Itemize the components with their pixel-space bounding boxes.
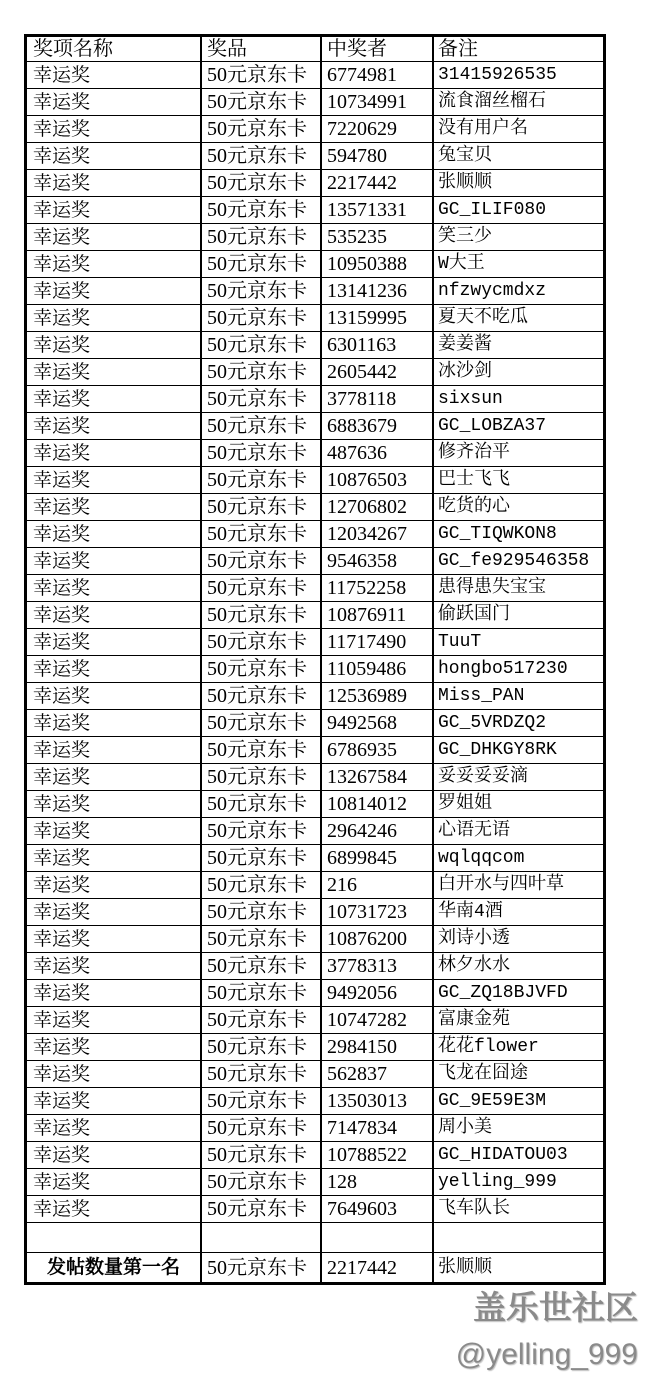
cell-winner: 6786935	[322, 737, 434, 763]
cell-award: 幸运奖	[27, 1088, 202, 1114]
cell-award: 幸运奖	[27, 251, 202, 277]
cell-award: 幸运奖	[27, 1007, 202, 1033]
cell-award: 幸运奖	[27, 440, 202, 466]
prize-winners-table	[24, 34, 606, 1285]
header-note: 备注	[438, 38, 478, 60]
cell-award: 幸运奖	[27, 1196, 202, 1222]
cell-winner: 10731723	[322, 899, 434, 925]
cell-winner: 2217442	[322, 170, 434, 196]
table-row	[27, 710, 603, 737]
table-row	[27, 278, 603, 305]
cell-prize: 50元京东卡	[202, 980, 322, 1006]
cell-note: GC_DHKGY8RK	[438, 740, 557, 760]
cell-note: Miss_PAN	[438, 686, 525, 706]
cell-note: GC_LOBZA37	[438, 416, 547, 436]
cell-prize: 50元京东卡	[202, 494, 322, 520]
cell-note: 姜姜酱	[438, 335, 492, 355]
cell-award: 幸运奖	[27, 1115, 202, 1141]
table-row	[27, 899, 603, 926]
cell-prize: 50元京东卡	[202, 1169, 322, 1195]
cell-note: 吃货的心	[438, 497, 510, 517]
cell-note: 罗姐姐	[438, 794, 492, 814]
cell-prize: 50元京东卡	[202, 359, 322, 385]
blank-cell	[27, 1223, 202, 1252]
cell-prize: 50元京东卡	[202, 926, 322, 952]
table-row	[27, 818, 603, 845]
cell-winner: 10876503	[322, 467, 434, 493]
cell-award: 幸运奖	[27, 62, 202, 88]
cell-note: 兔宝贝	[438, 146, 492, 166]
cell-note: yelling_999	[438, 1172, 557, 1192]
table-row	[27, 1034, 603, 1061]
cell-prize: 50元京东卡	[202, 170, 322, 196]
table-row	[27, 62, 603, 89]
cell-winner: 10747282	[322, 1007, 434, 1033]
table-row	[27, 305, 603, 332]
cell-winner: 6899845	[322, 845, 434, 871]
cell-note: 林夕水水	[438, 956, 510, 976]
cell-note: 心语无语	[438, 821, 510, 841]
cell-winner: 216	[322, 872, 434, 898]
cell-note: 没有用户名	[438, 119, 528, 139]
cell-winner: 13141236	[322, 278, 434, 304]
cell-award: 幸运奖	[27, 602, 202, 628]
watermark-brand: 盖乐世社区	[473, 1288, 638, 1327]
table-header-row	[27, 37, 603, 62]
cell-prize: 50元京东卡	[202, 656, 322, 682]
cell-winner: 7147834	[322, 1115, 434, 1141]
cell-prize: 50元京东卡	[202, 62, 322, 88]
table-row	[27, 575, 603, 602]
cell-winner: 13159995	[322, 305, 434, 331]
cell-prize: 50元京东卡	[202, 683, 322, 709]
cell-prize: 50元京东卡	[202, 1088, 322, 1114]
table-row	[27, 359, 603, 386]
cell-winner: 6301163	[322, 332, 434, 358]
cell-award: 幸运奖	[27, 737, 202, 763]
cell-winner: 11059486	[322, 656, 434, 682]
cell-winner: 10814012	[322, 791, 434, 817]
cell-winner: 9492568	[322, 710, 434, 736]
cell-note: 妥妥妥妥滴	[438, 767, 528, 787]
cell-winner: 562837	[322, 1061, 434, 1087]
table-row	[27, 413, 603, 440]
cell-award: 幸运奖	[27, 89, 202, 115]
table-row	[27, 251, 603, 278]
cell-winner: 3778118	[322, 386, 434, 412]
cell-award: 幸运奖	[27, 170, 202, 196]
cell-winner: 11717490	[322, 629, 434, 655]
table-row	[27, 116, 603, 143]
cell-winner: 12536989	[322, 683, 434, 709]
cell-prize: 50元京东卡	[202, 1007, 322, 1033]
table-row	[27, 953, 603, 980]
cell-note: nfzwycmdxz	[438, 281, 547, 301]
cell-prize: 50元京东卡	[202, 1253, 322, 1282]
table-row	[27, 197, 603, 224]
cell-award: 幸运奖	[27, 305, 202, 331]
top-poster-row	[27, 1253, 603, 1282]
cell-winner: 128	[322, 1169, 434, 1195]
table-row	[27, 764, 603, 791]
table-row	[27, 602, 603, 629]
table-body	[27, 62, 603, 1223]
cell-award: 幸运奖	[27, 386, 202, 412]
cell-prize: 50元京东卡	[202, 197, 322, 223]
cell-winner: 2984150	[322, 1034, 434, 1060]
cell-note: 周小美	[438, 1118, 492, 1138]
cell-award: 幸运奖	[27, 791, 202, 817]
table-row	[27, 845, 603, 872]
cell-award: 幸运奖	[27, 845, 202, 871]
cell-note: 笑三少	[438, 227, 492, 247]
cell-award: 幸运奖	[27, 116, 202, 142]
cell-winner: 6883679	[322, 413, 434, 439]
cell-prize: 50元京东卡	[202, 1142, 322, 1168]
table-row	[27, 872, 603, 899]
blank-cell	[434, 1223, 603, 1252]
cell-prize: 50元京东卡	[202, 1196, 322, 1222]
cell-winner: 2217442	[322, 1253, 434, 1282]
cell-award: 幸运奖	[27, 656, 202, 682]
cell-note: 偷跃国门	[438, 605, 510, 625]
table-row	[27, 1061, 603, 1088]
cell-award: 幸运奖	[27, 629, 202, 655]
cell-prize: 50元京东卡	[202, 1061, 322, 1087]
cell-note: 流食溜丝榴石	[438, 92, 546, 112]
cell-award: 幸运奖	[27, 143, 202, 169]
table-row	[27, 1115, 603, 1142]
cell-winner: 2605442	[322, 359, 434, 385]
cell-winner: 10876911	[322, 602, 434, 628]
cell-award: 幸运奖	[27, 1061, 202, 1087]
cell-award: 幸运奖	[27, 1034, 202, 1060]
blank-cell	[322, 1223, 434, 1252]
cell-note: 张顺顺	[438, 173, 492, 193]
cell-note: 修齐治平	[438, 443, 510, 463]
cell-winner: 594780	[322, 143, 434, 169]
cell-award: 幸运奖	[27, 224, 202, 250]
cell-prize: 50元京东卡	[202, 413, 322, 439]
cell-prize: 50元京东卡	[202, 899, 322, 925]
cell-winner: 487636	[322, 440, 434, 466]
cell-note: 张顺顺	[438, 1257, 492, 1278]
cell-note: 冰沙剑	[438, 362, 492, 382]
cell-note: GC_HIDATOU03	[438, 1145, 568, 1165]
cell-prize: 50元京东卡	[202, 575, 322, 601]
cell-prize: 50元京东卡	[202, 521, 322, 547]
table-row	[27, 170, 603, 197]
cell-winner: 13571331	[322, 197, 434, 223]
cell-winner: 13503013	[322, 1088, 434, 1114]
cell-winner: 11752258	[322, 575, 434, 601]
cell-prize: 50元京东卡	[202, 89, 322, 115]
cell-prize: 50元京东卡	[202, 602, 322, 628]
cell-prize: 50元京东卡	[202, 818, 322, 844]
cell-prize: 50元京东卡	[202, 224, 322, 250]
table-row	[27, 386, 603, 413]
cell-winner: 7220629	[322, 116, 434, 142]
cell-note: 华南4酒	[438, 902, 503, 922]
table-row	[27, 926, 603, 953]
cell-note: 患得患失宝宝	[438, 578, 546, 598]
cell-note: W大王	[438, 254, 485, 274]
table-row	[27, 1007, 603, 1034]
table-row	[27, 332, 603, 359]
cell-prize: 50元京东卡	[202, 629, 322, 655]
cell-award: 幸运奖	[27, 710, 202, 736]
table-row	[27, 791, 603, 818]
cell-note: 巴士飞飞	[438, 470, 510, 490]
cell-prize: 50元京东卡	[202, 386, 322, 412]
cell-winner: 9492056	[322, 980, 434, 1006]
cell-note: wqlqqcom	[438, 848, 525, 868]
table-row	[27, 1088, 603, 1115]
cell-award: 幸运奖	[27, 818, 202, 844]
cell-winner: 7649603	[322, 1196, 434, 1222]
cell-award: 幸运奖	[27, 413, 202, 439]
cell-award: 幸运奖	[27, 899, 202, 925]
table-row	[27, 629, 603, 656]
cell-winner: 9546358	[322, 548, 434, 574]
cell-note: hongbo517230	[438, 659, 568, 679]
cell-award: 幸运奖	[27, 953, 202, 979]
table-row	[27, 656, 603, 683]
cell-prize: 50元京东卡	[202, 845, 322, 871]
table-row	[27, 683, 603, 710]
cell-award: 幸运奖	[27, 1169, 202, 1195]
cell-winner: 10950388	[322, 251, 434, 277]
cell-award: 幸运奖	[27, 872, 202, 898]
cell-note: 刘诗小透	[438, 929, 510, 949]
cell-prize: 50元京东卡	[202, 737, 322, 763]
cell-winner: 10876200	[322, 926, 434, 952]
cell-prize: 50元京东卡	[202, 764, 322, 790]
table-row	[27, 440, 603, 467]
cell-award: 幸运奖	[27, 494, 202, 520]
table-row	[27, 980, 603, 1007]
cell-note: sixsun	[438, 389, 503, 409]
table-row	[27, 521, 603, 548]
watermark-handle: @yelling_999	[455, 1338, 638, 1371]
cell-award: 发帖数量第一名	[27, 1253, 202, 1282]
cell-prize: 50元京东卡	[202, 116, 322, 142]
cell-prize: 50元京东卡	[202, 548, 322, 574]
table-row	[27, 1142, 603, 1169]
table-row	[27, 224, 603, 251]
cell-winner: 10788522	[322, 1142, 434, 1168]
table-blank-row	[27, 1223, 603, 1253]
table-row	[27, 494, 603, 521]
table-row	[27, 467, 603, 494]
cell-winner: 12034267	[322, 521, 434, 547]
cell-prize: 50元京东卡	[202, 332, 322, 358]
cell-award: 幸运奖	[27, 1142, 202, 1168]
blank-cell	[202, 1223, 322, 1252]
cell-award: 幸运奖	[27, 197, 202, 223]
cell-winner: 13267584	[322, 764, 434, 790]
cell-prize: 50元京东卡	[202, 872, 322, 898]
cell-award: 幸运奖	[27, 548, 202, 574]
cell-award: 幸运奖	[27, 521, 202, 547]
cell-winner: 2964246	[322, 818, 434, 844]
cell-award: 幸运奖	[27, 359, 202, 385]
cell-winner: 6774981	[322, 62, 434, 88]
table-row	[27, 548, 603, 575]
cell-note: 夏天不吃瓜	[438, 308, 528, 328]
cell-note: GC_9E59E3M	[438, 1091, 547, 1111]
cell-prize: 50元京东卡	[202, 143, 322, 169]
cell-note: 花花flower	[438, 1037, 539, 1057]
cell-note: GC_fe929546358	[438, 551, 590, 571]
header-award-name: 奖项名称	[27, 37, 202, 61]
cell-prize: 50元京东卡	[202, 467, 322, 493]
table-row	[27, 1169, 603, 1196]
cell-prize: 50元京东卡	[202, 305, 322, 331]
cell-note: 飞龙在囧途	[438, 1064, 528, 1084]
table-row	[27, 1196, 603, 1223]
cell-note: TuuT	[438, 632, 482, 652]
cell-award: 幸运奖	[27, 926, 202, 952]
cell-award: 幸运奖	[27, 467, 202, 493]
cell-award: 幸运奖	[27, 764, 202, 790]
cell-winner: 3778313	[322, 953, 434, 979]
cell-winner: 12706802	[322, 494, 434, 520]
cell-prize: 50元京东卡	[202, 278, 322, 304]
table-row	[27, 89, 603, 116]
cell-note: GC_ILIF080	[438, 200, 547, 220]
cell-award: 幸运奖	[27, 278, 202, 304]
table-row	[27, 737, 603, 764]
cell-prize: 50元京东卡	[202, 1034, 322, 1060]
cell-prize: 50元京东卡	[202, 251, 322, 277]
cell-note: GC_ZQ18BJVFD	[438, 983, 568, 1003]
cell-winner: 10734991	[322, 89, 434, 115]
table-row	[27, 143, 603, 170]
cell-note: 白开水与四叶草	[438, 875, 564, 895]
header-winner: 中奖者	[322, 37, 434, 61]
cell-prize: 50元京东卡	[202, 953, 322, 979]
cell-note: 飞车队长	[438, 1199, 510, 1219]
cell-award: 幸运奖	[27, 980, 202, 1006]
cell-prize: 50元京东卡	[202, 710, 322, 736]
cell-note: 富康金苑	[438, 1010, 510, 1030]
cell-prize: 50元京东卡	[202, 440, 322, 466]
cell-award: 幸运奖	[27, 575, 202, 601]
cell-note: GC_5VRDZQ2	[438, 713, 547, 733]
cell-note: GC_TIQWKON8	[438, 524, 557, 544]
header-prize: 奖品	[202, 37, 322, 61]
cell-prize: 50元京东卡	[202, 1115, 322, 1141]
cell-winner: 535235	[322, 224, 434, 250]
cell-prize: 50元京东卡	[202, 791, 322, 817]
cell-note: 31415926535	[438, 65, 557, 85]
cell-award: 幸运奖	[27, 332, 202, 358]
cell-award: 幸运奖	[27, 683, 202, 709]
